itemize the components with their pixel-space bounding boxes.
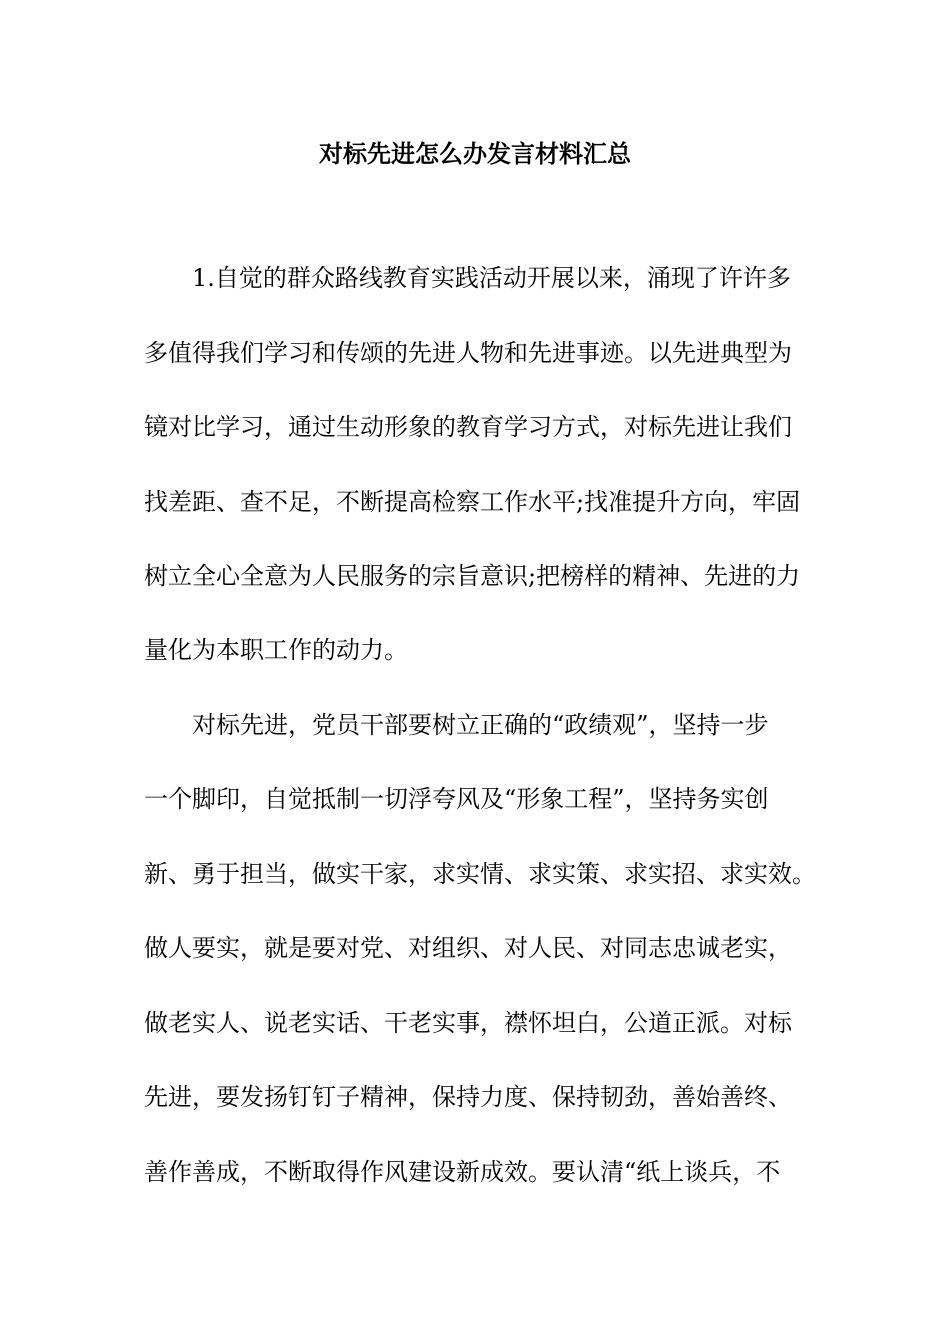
paragraph-2-line-5: 做老实人、说老实话、干老实事，襟怀坦白，公道正派。对标 [144,1009,792,1037]
paragraph-1-line-6: 量化为本职工作的动力。 [144,636,408,664]
paragraph-1-line-5: 树立全心全意为人民服务的宗旨意识;把榜样的精神、先进的力 [144,562,801,590]
paragraph-1-line-1: 1.自觉的群众路线教育实践活动开展以来，涌现了许许多 [192,264,791,292]
paragraph-1-line-2: 多值得我们学习和传颂的先进人物和先进事迹。以先进典型为 [144,339,792,367]
paragraph-2-line-7: 善作善成，不断取得作风建设新成效。要认清“纸上谈兵，不 [144,1158,781,1186]
paragraph-1-line-3: 镜对比学习，通过生动形象的教育学习方式，对标先进让我们 [144,413,792,441]
paragraph-2-line-3: 新、勇于担当，做实干家，求实情、求实策、求实招、求实效。 [144,860,816,888]
paragraph-2-line-6: 先进，要发扬钉钉子精神，保持力度、保持韧劲，善始善终、 [144,1083,792,1111]
paragraph-2-line-2: 一个脚印，自觉抵制一切浮夸风及“形象工程”，坚持务实创 [144,785,769,813]
document-title: 对标先进怎么办发言材料汇总 [319,139,631,168]
paragraph-2-line-1: 对标先进，党员干部要树立正确的“政绩观”，坚持一步 [192,711,769,739]
paragraph-1-line-4: 找差距、查不足，不断提高检察工作水平;找准提升方向，牢固 [144,488,801,516]
paragraph-2-line-4: 做人要实，就是要对党、对组织、对人民、对同志忠诚老实， [144,934,792,962]
